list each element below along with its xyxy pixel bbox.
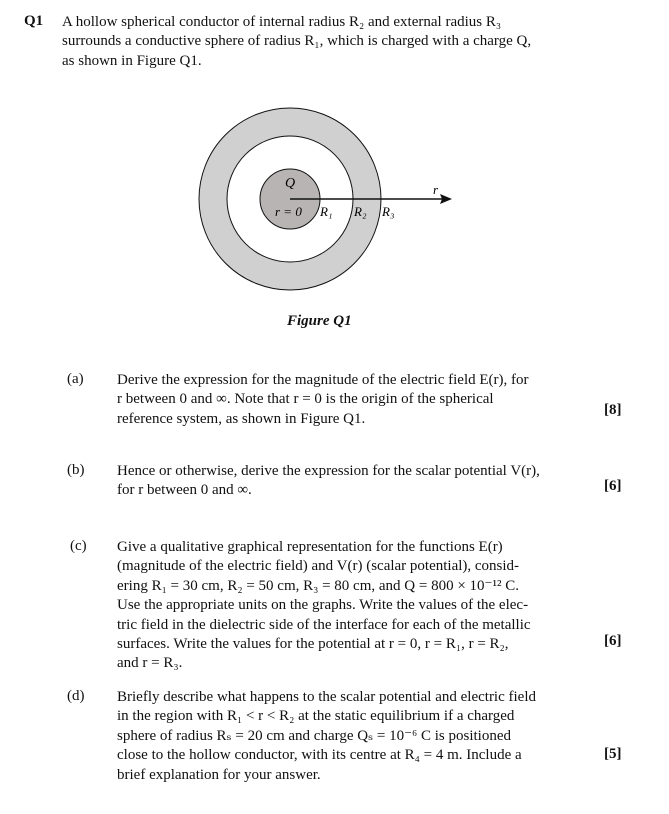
text-line: Hence or otherwise, derive the expression for the scalar potential V(r),: [117, 463, 540, 479]
part-c-label: (c): [70, 538, 87, 554]
label-origin: r = 0: [275, 204, 302, 219]
text-line: (magnitude of the electric field) and V(r) (scalar potential), consid-: [117, 558, 520, 575]
text-line: ering R₁ = 30 cm, R₂ = 50 cm, R₃ = 80 cm, and Q = 800 × 10⁻¹² C.: [117, 577, 519, 594]
part-d-label: (d): [67, 688, 85, 704]
text-line: sphere of radius Rₛ = 20 cm and charge Qₛ = 10⁻⁶ C is positioned: [117, 727, 511, 744]
part-a-label: (a): [67, 371, 84, 387]
text-line: reference system, as shown in Figure Q1.: [117, 410, 366, 427]
part-b-text: [117, 462, 540, 501]
figure-q1: [0, 0, 669, 340]
intro-line: surrounds a conductive sphere of radius R₁, which is charged with a charge Q,: [62, 33, 532, 50]
text-line: Derive the expression for the magnitude of the electric field E(r), for: [117, 372, 529, 388]
label-r1: R₁: [320, 204, 333, 219]
text-line: in the region with R₁ < r < R₂ at the static equilibrium if a charged: [117, 708, 515, 725]
question-number: Q1: [24, 13, 44, 29]
text-line: r between 0 and ∞. Note that r = 0 is the origin of the spherical: [117, 391, 494, 408]
part-d-marks: [5]: [604, 746, 622, 762]
text-line: and r = R₃.: [117, 655, 183, 672]
figure-caption: Figure Q1: [287, 313, 352, 329]
part-a-text: [117, 371, 529, 429]
text-line: Use the appropriate units on the graphs. Write the values of the elec-: [117, 597, 529, 614]
text-line: Give a qualitative graphical representation for the functions E(r): [117, 539, 503, 555]
intro-line: A hollow spherical conductor of internal radius R₂ and external radius R₃: [62, 14, 502, 30]
part-d-text: [117, 688, 536, 785]
label-r2: R₂: [354, 204, 367, 219]
text-line: brief explanation for your answer.: [117, 766, 321, 783]
text-line: for r between 0 and ∞.: [117, 482, 252, 499]
text-line: Briefly describe what happens to the scalar potential and electric field: [117, 689, 536, 705]
part-c-text: [117, 538, 531, 674]
part-a-marks: [8]: [604, 402, 622, 418]
label-charge: Q: [285, 176, 296, 191]
part-b-marks: [6]: [604, 478, 622, 494]
text-line: tric field in the dielectric side of the interface for each of the metallic: [117, 616, 531, 633]
part-b-label: (b): [67, 462, 85, 478]
part-c-marks: [6]: [604, 633, 622, 649]
intro-line: as shown in Figure Q1.: [62, 52, 202, 69]
label-axis-r: r: [433, 182, 439, 197]
text-line: surfaces. Write the values for the potential at r = 0, r = R₁, r = R₂,: [117, 636, 509, 653]
label-r3: R₃: [382, 204, 395, 219]
text-line: close to the hollow conductor, with its centre at R₄ = 4 m. Include a: [117, 747, 522, 764]
